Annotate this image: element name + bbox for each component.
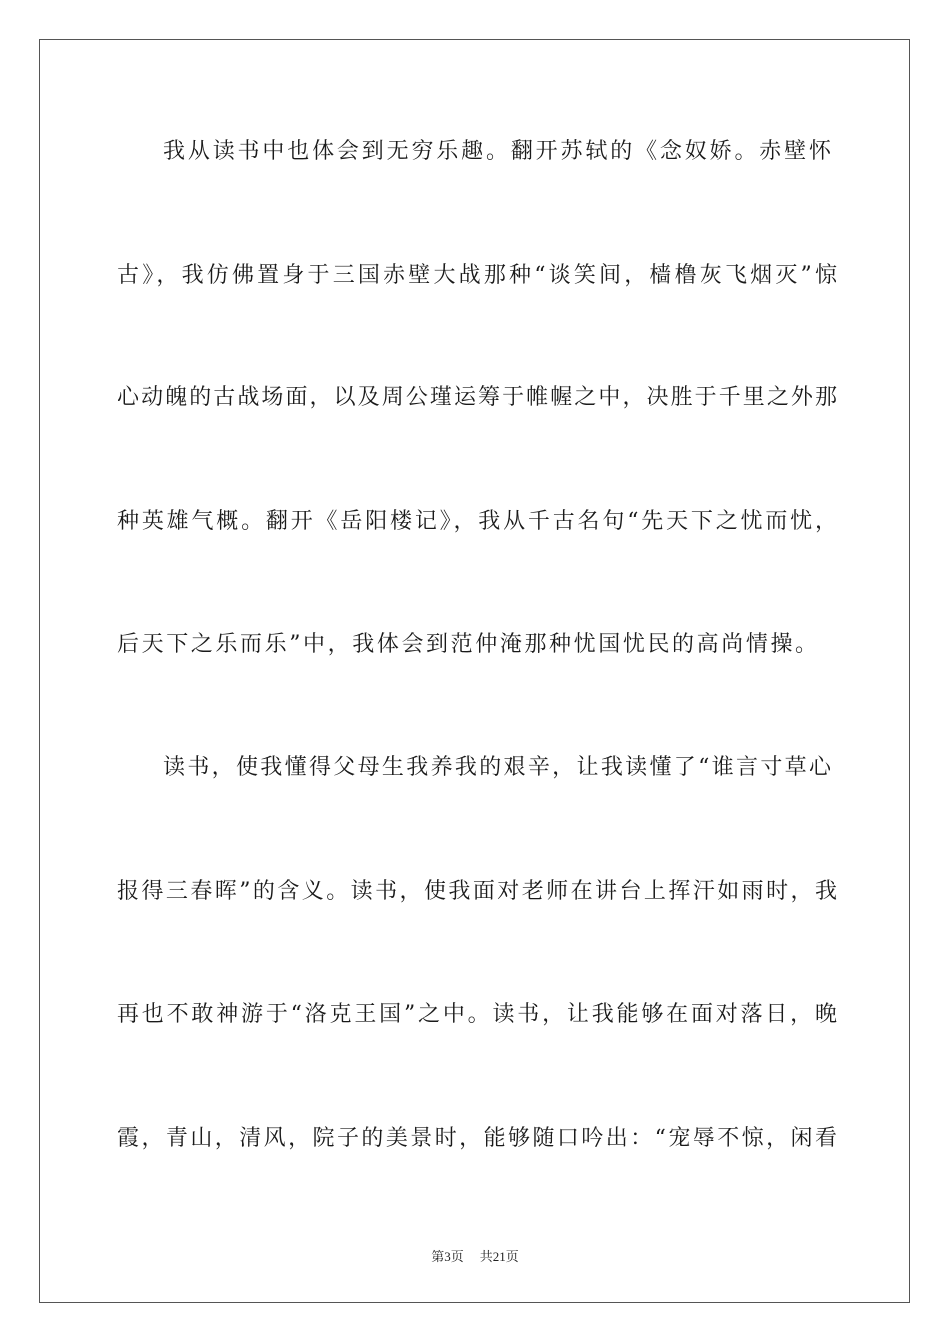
paragraph-1-line-4: 种英雄气概。翻开《岳阳楼记》，我从千古名句“先天下之忧而忧， — [117, 509, 837, 534]
paragraph-1-line-2: 古》，我仿佛置身于三国赤壁大战那种“谈笑间，樯橹灰飞烟灭”惊 — [117, 263, 837, 288]
paragraph-1-line-3: 心动魄的古战场面，以及周公瑾运筹于帷幄之中，决胜于千里之外那 — [117, 385, 837, 410]
paragraph-2-line-1: 读书，使我懂得父母生我养我的艰辛，让我读懂了“谁言寸草心 — [163, 755, 831, 780]
page-number: 第3页 — [431, 1249, 464, 1264]
paragraph-1-line-5: 后天下之乐而乐”中，我体会到范仲淹那种忧国忧民的高尚情操。 — [117, 632, 820, 657]
paragraph-2-line-4: 霞，青山，清风，院子的美景时，能够随口吟出：“宠辱不惊，闲看 — [117, 1126, 837, 1151]
paragraph-2-line-3: 再也不敢神游于“洛克王国”之中。读书，让我能够在面对落日，晚 — [117, 1002, 837, 1027]
page-border — [39, 39, 910, 1303]
page-total: 共21页 — [479, 1249, 519, 1264]
paragraph-1-line-1: 我从读书中也体会到无穷乐趣。翻开苏轼的《念奴娇。赤壁怀 — [163, 139, 831, 164]
paragraph-2-line-2: 报得三春晖”的含义。读书，使我面对老师在讲台上挥汗如雨时，我 — [117, 879, 837, 904]
page-footer — [0, 1248, 950, 1266]
